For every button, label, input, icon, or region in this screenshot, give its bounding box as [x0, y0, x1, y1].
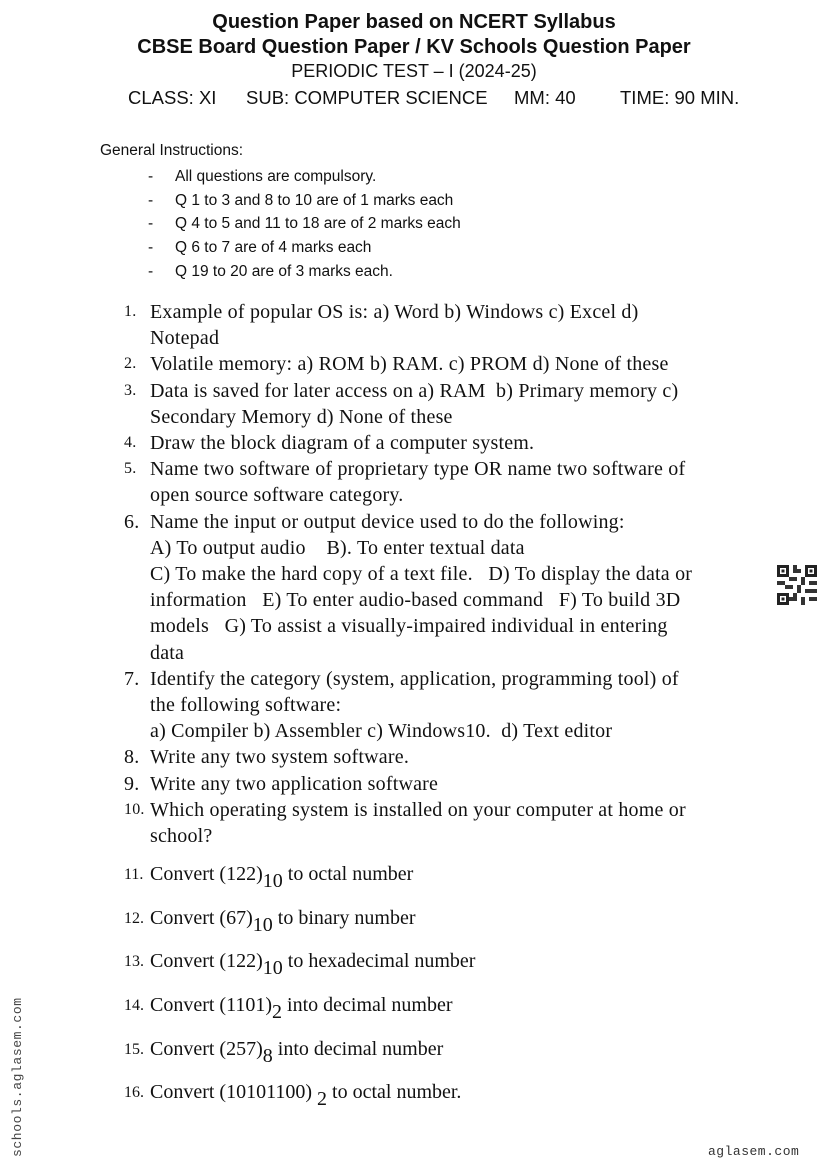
question-item	[124, 351, 692, 377]
max-marks-label: MM: 40	[514, 87, 576, 108]
question-text-line: Notepad	[150, 327, 220, 350]
number-base: 2	[317, 1088, 328, 1111]
instruction-text: Q 19 to 20 are of 3 marks each.	[175, 262, 393, 280]
side-watermark: schools.aglasem.com	[10, 997, 25, 1157]
question-text: Convert (122)	[150, 950, 263, 973]
conversion-questions	[124, 863, 475, 1125]
instruction-item	[148, 212, 461, 236]
question-item	[124, 430, 692, 456]
question-text: into decimal number	[272, 1037, 444, 1060]
instruction-item	[148, 189, 461, 213]
question-text: Convert (122)	[150, 863, 263, 885]
bullet-dash: -	[148, 168, 154, 185]
question-text-line: information E) To enter audio-based command F) To build 3D	[150, 589, 681, 612]
question-number: 11.	[124, 866, 144, 883]
question-text-line: Name two software of proprietary type OR name two software of	[150, 458, 686, 481]
question-number: 1.	[124, 303, 137, 320]
question-text: to hexadecimal number	[282, 950, 476, 973]
question-text: to octal number	[282, 863, 414, 885]
question-text-line: Secondary Memory d) None of these	[150, 405, 453, 428]
question-item	[124, 771, 692, 797]
question-text-line: Draw the block diagram of a computer system.	[150, 432, 535, 455]
bullet-dash: -	[148, 215, 154, 233]
instruction-text: Q 1 to 3 and 8 to 10 are of 1 marks each	[175, 191, 454, 209]
question-number: 3.	[124, 381, 137, 399]
instruction-item	[148, 260, 461, 284]
question-number: 12.	[124, 909, 144, 927]
question-number: 13.	[124, 953, 144, 971]
bullet-dash: -	[148, 239, 154, 257]
question-text-line: Example of popular OS is: a) Word b) Windows c) Excel d)	[150, 301, 639, 323]
question-text-line: Name the input or output device used to do the following:	[150, 510, 625, 533]
question-text-line: the following software:	[150, 694, 342, 717]
question-number: 14.	[124, 997, 144, 1015]
question-item	[124, 378, 692, 430]
conversion-question	[124, 950, 475, 994]
conversion-question	[124, 863, 475, 907]
question-text-line: Identify the category (system, application, programming tool) of	[150, 667, 679, 690]
question-text: Convert (1101)	[150, 994, 273, 1017]
conversion-question	[124, 907, 475, 951]
instruction-text: Q 6 to 7 are of 4 marks each	[175, 239, 372, 257]
bullet-dash: -	[148, 262, 154, 280]
instruction-text: All questions are compulsory.	[175, 168, 377, 185]
question-item	[124, 797, 692, 849]
qr-code-icon	[777, 565, 817, 605]
question-number: 6.	[124, 510, 140, 533]
time-label: TIME: 90 MIN.	[620, 87, 740, 108]
question-text-line: school?	[150, 825, 213, 848]
conversion-question	[124, 1081, 475, 1125]
question-item	[124, 744, 692, 770]
question-text-line: Write any two application software	[150, 772, 439, 795]
conversion-question	[124, 1038, 475, 1082]
paper-subheading: CBSE Board Question Paper / KV Schools Question Paper	[137, 36, 691, 58]
question-number: 16.	[124, 1084, 144, 1102]
number-base: 10	[252, 913, 273, 936]
question-text-line: Which operating system is installed on your computer at home or	[150, 798, 686, 821]
instruction-item	[148, 236, 461, 260]
number-base: 10	[262, 957, 283, 980]
paper-heading: Question Paper based on NCERT Syllabus	[212, 11, 616, 33]
question-item	[124, 299, 692, 351]
question-text: to binary number	[272, 906, 416, 929]
instructions-title: General Instructions:	[100, 142, 244, 159]
question-text-line: A) To output audio B). To enter textual data	[150, 536, 525, 559]
question-text-line: Write any two system software.	[150, 746, 410, 769]
question-number: 15.	[124, 1040, 144, 1058]
test-name: PERIODIC TEST – I (2024-25)	[291, 61, 537, 81]
question-text-line: open source software category.	[150, 484, 404, 507]
question-text-line: C) To make the hard copy of a text file. D) To display the data or	[150, 563, 693, 586]
instructions-list	[148, 165, 461, 284]
questions-list	[124, 299, 692, 849]
question-number: 7.	[124, 667, 140, 690]
question-item	[124, 456, 692, 508]
question-text-line: Data is saved for later access on a) RAM b) Primary memory c)	[150, 379, 679, 402]
question-text: Convert (257)	[150, 1037, 263, 1060]
question-text-line: Volatile memory: a) ROM b) RAM. c) PROM d) None of these	[150, 353, 669, 376]
question-text: Convert (67)	[150, 906, 253, 929]
question-number: 9.	[124, 772, 140, 795]
footer-watermark: aglasem.com	[708, 1144, 800, 1159]
bullet-dash: -	[148, 191, 154, 209]
question-number: 10.	[124, 800, 145, 818]
question-number: 5.	[124, 460, 137, 478]
question-number: 4.	[124, 434, 137, 452]
question-number: 2.	[124, 355, 137, 373]
instruction-text: Q 4 to 5 and 11 to 18 are of 2 marks each	[175, 215, 461, 233]
question-text: into decimal number	[282, 994, 453, 1017]
number-base: 2	[272, 1001, 283, 1024]
question-text: Convert (10101100)	[150, 1081, 318, 1104]
question-text-line: models G) To assist a visually-impaired individual in entering	[150, 615, 668, 638]
question-text-line: data	[150, 641, 185, 664]
subject-label: SUB: COMPUTER SCIENCE	[246, 87, 488, 108]
conversion-question	[124, 994, 475, 1038]
number-base: 8	[262, 1044, 273, 1067]
question-text: to octal number.	[327, 1081, 462, 1104]
question-item	[124, 666, 692, 745]
number-base: 10	[262, 870, 283, 892]
question-item	[124, 509, 692, 666]
question-text-line: a) Compiler b) Assembler c) Windows10. d) Text editor	[150, 720, 613, 743]
class-label: CLASS: XI	[128, 87, 217, 108]
instruction-item	[148, 165, 461, 189]
question-number: 8.	[124, 746, 140, 769]
